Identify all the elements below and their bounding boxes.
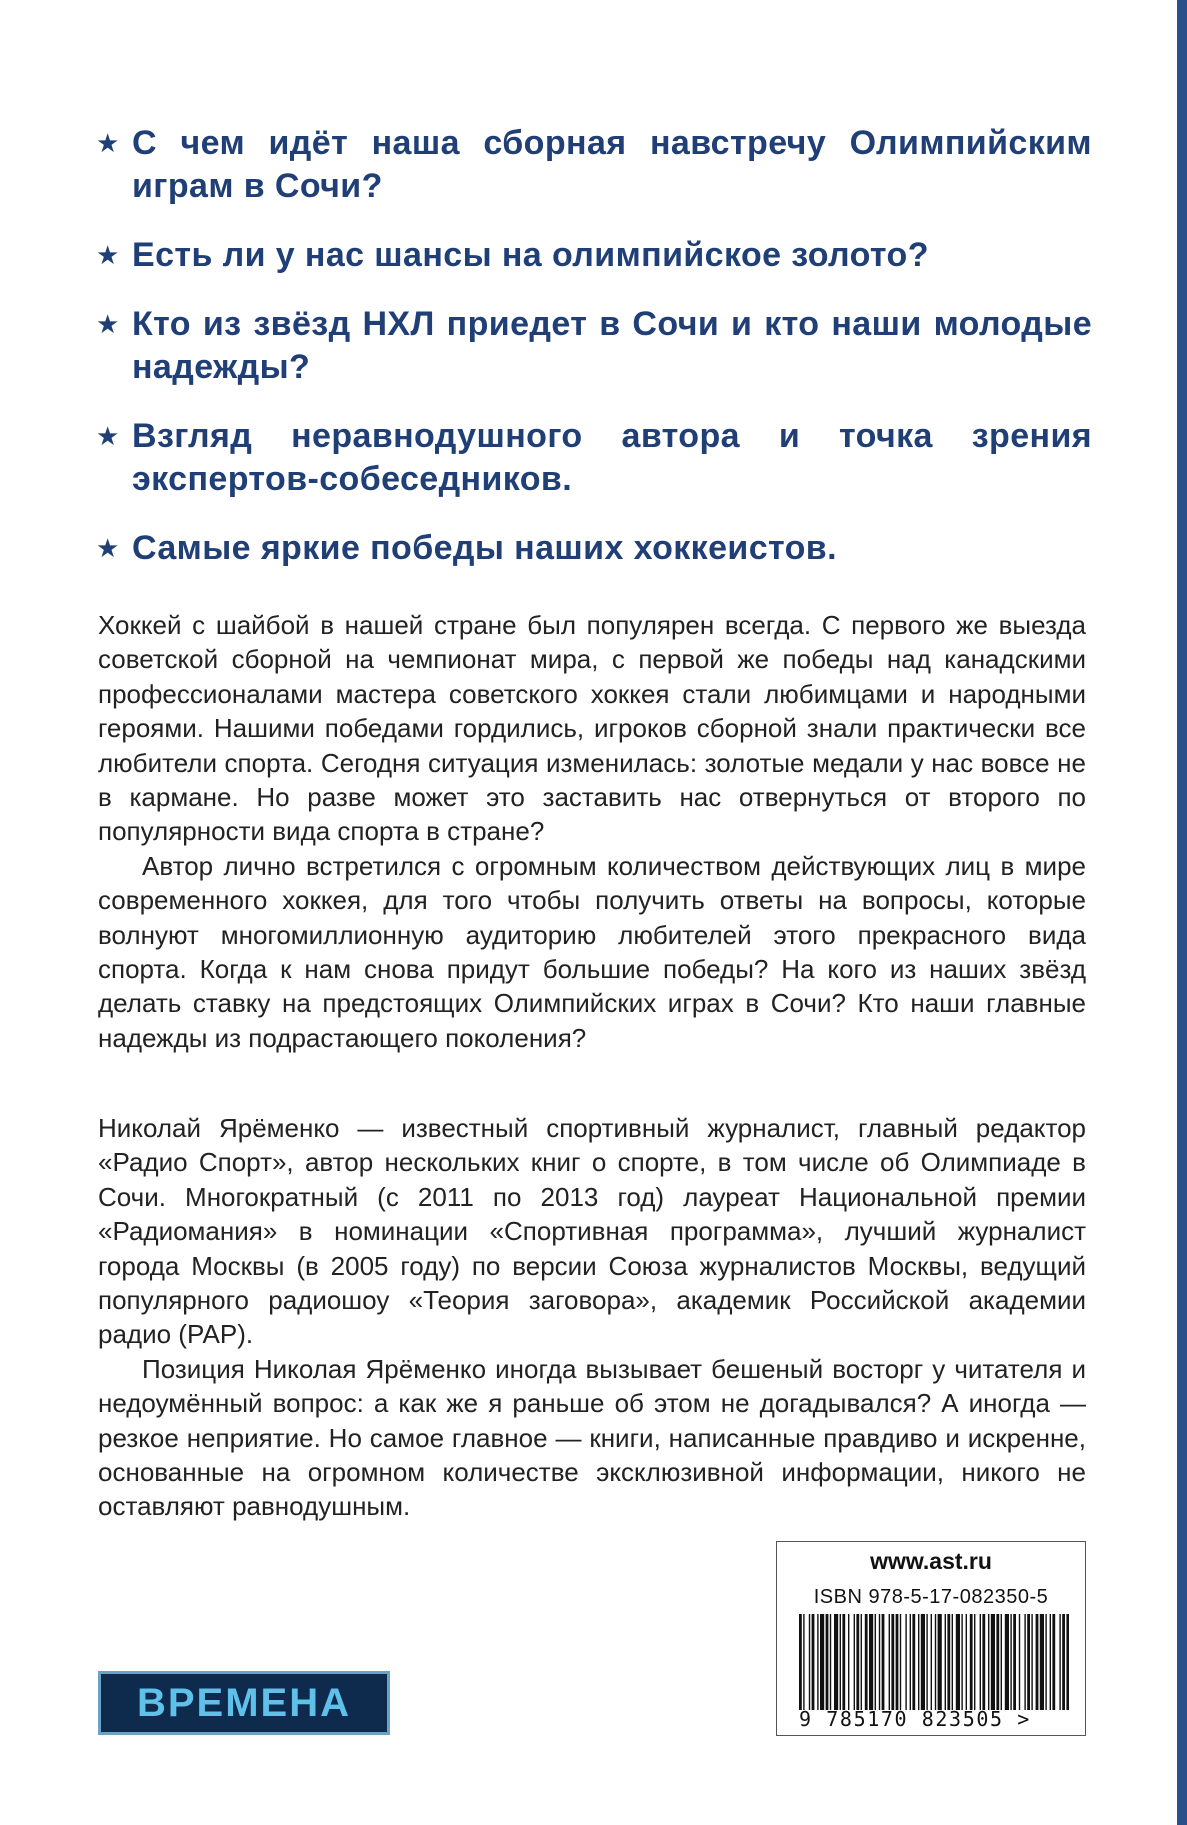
barcode-bar — [1036, 1614, 1039, 1710]
barcode-bar — [926, 1614, 927, 1710]
barcode-bar — [861, 1614, 862, 1710]
publisher-website: www.ast.ru — [870, 1548, 992, 1574]
barcode-bar — [820, 1614, 824, 1710]
barcode-icon — [799, 1614, 1069, 1710]
barcode-bar — [879, 1614, 880, 1710]
barcode-bar — [910, 1614, 911, 1710]
barcode-bar — [834, 1614, 838, 1710]
barcode-bar — [1031, 1614, 1032, 1710]
bullet-item — [96, 234, 1092, 277]
barcode-digits: 9 785170 823505 > — [799, 1707, 1031, 1731]
barcode-bar — [856, 1614, 859, 1710]
bio-paragraph: Позиция Николая Ярёменко иногда вызывает бешеный восторг у читателя и недоумённый вопрос: а как же я раньше об этом не догадывался? А иногда — резкое неприятие. Но самое главное — книги, написанные правдиво и искренне, основанные на огромном количестве эксклюзивной информации, никого не оставляют равнодушным. — [98, 1353, 1086, 1522]
star-icon: ★ — [96, 128, 120, 158]
barcode-bar — [931, 1614, 932, 1710]
barcode-bar — [830, 1614, 831, 1710]
isbn-block — [776, 1541, 1086, 1736]
bullet-text: Самые яркие победы наших хоккеистов. — [132, 529, 837, 567]
bullet-item — [96, 527, 1092, 570]
barcode-bar — [803, 1614, 804, 1710]
barcode-bar — [974, 1614, 975, 1710]
barcode-bar — [938, 1614, 942, 1710]
barcode-bar — [1001, 1614, 1002, 1710]
barcode-bar — [1050, 1614, 1051, 1710]
barcode-bar — [1066, 1614, 1069, 1710]
barcode-bar — [1010, 1614, 1011, 1710]
bullet-text: С чем идёт наша сборная навстречу Олимпийским играм в Сочи? — [132, 124, 1092, 205]
barcode-bar — [875, 1614, 876, 1710]
barcode-bar — [918, 1614, 919, 1710]
barcode-bar — [970, 1614, 973, 1710]
barcode-bar — [952, 1614, 953, 1710]
barcode-bar — [1024, 1614, 1025, 1710]
barcode-bar — [956, 1614, 960, 1710]
barcode-bar — [991, 1614, 995, 1710]
barcode-bar — [799, 1614, 802, 1710]
barcode-bar — [1059, 1614, 1060, 1710]
barcode-bar — [1013, 1614, 1016, 1710]
bio-paragraph: Николай Ярёменко — известный спортивный журналист, главный редактор «Радио Спорт», автор нескольких книг о спорте, в том числе об Олимпиаде в Сочи. Многократный (с 2011 по 2013 год) лауреат Национальной премии «Радиомания» в номинации «Спортивная программа», лучший журналист города Москвы (в 2005 году) по версии Союза журналистов Москвы, ведущий популярного радиошоу «Теория заговора», академик Российской академии радио (РАР). — [98, 1113, 1086, 1350]
bullet-list — [96, 122, 1092, 570]
barcode-bar — [1040, 1614, 1044, 1710]
author-bio — [98, 1111, 1086, 1524]
barcode-bar — [1062, 1614, 1065, 1710]
barcode-bar — [996, 1614, 999, 1710]
barcode-bar — [817, 1614, 818, 1710]
description-paragraph: Хоккей с шайбой в нашей стране был популярен всегда. С первого же выезда советской сборной на чемпионат мира, с первой же победы над канадскими профессионалами мастера советского хоккея стали любимцами и народными героями. Нашими победами гордились, игроков сборной знали практически все любители спорта. Сегодня ситуация изменилась: золотые медали у нас вовсе не в кармане. Но разве может это заставить нас отвернуться от второго по популярности вида спорта в стране? — [98, 610, 1086, 847]
bullet-item — [96, 303, 1092, 389]
barcode-bar — [988, 1614, 989, 1710]
barcode-bar — [982, 1614, 985, 1710]
barcode-bar — [900, 1614, 901, 1710]
barcode-bar — [882, 1614, 885, 1710]
barcode-bar — [826, 1614, 829, 1710]
spine-stripe — [1177, 0, 1187, 1825]
barcode-bar — [848, 1614, 849, 1710]
barcode-bar — [854, 1614, 855, 1710]
barcode-bar — [921, 1614, 925, 1710]
barcode-bar — [905, 1614, 906, 1710]
barcode-bar — [966, 1614, 967, 1710]
bullet-item — [96, 415, 1092, 501]
barcode-bar — [812, 1614, 815, 1710]
description-paragraph: Автор лично встретился с огромным количеством действующих лиц в мире современного хоккея, для того чтобы получить ответы на вопросы, которые волнуют многомиллионную аудиторию любителей этого прекрасного вида спорта. Когда к нам снова придут большие победы? На кого из наших звёзд делать ставку на предстоящих Олимпийских играх в Сочи? Кто наши главные надежды из подрастающего поколения? — [98, 850, 1086, 1053]
barcode-bar — [1027, 1614, 1030, 1710]
barcode-bar — [912, 1614, 915, 1710]
barcode-bar — [891, 1614, 894, 1710]
barcode-bar — [1005, 1614, 1009, 1710]
bullet-text: Есть ли у нас шансы на олимпийское золото? — [132, 236, 929, 274]
bullet-item — [96, 122, 1092, 208]
star-icon: ★ — [96, 240, 120, 270]
series-logo — [98, 1671, 390, 1735]
book-description — [98, 608, 1086, 1055]
barcode-bar — [809, 1614, 810, 1710]
barcode-bar — [980, 1614, 981, 1710]
barcode-bar — [840, 1614, 841, 1710]
barcode-bar — [947, 1614, 950, 1710]
barcode-bar — [1052, 1614, 1055, 1710]
barcode-bar — [1019, 1614, 1020, 1710]
barcode-bar — [945, 1614, 946, 1710]
barcode-bar — [889, 1614, 890, 1710]
bullet-text: Взгляд неравнодушного автора и точка зрения экспертов-собеседников. — [132, 417, 1092, 498]
star-icon: ★ — [96, 309, 120, 339]
isbn-number: ISBN 978-5-17-082350-5 — [813, 1586, 1049, 1608]
star-icon: ★ — [96, 421, 120, 451]
barcode-bar — [1045, 1614, 1046, 1710]
barcode-bar — [896, 1614, 899, 1710]
barcode-bar — [961, 1614, 962, 1710]
barcode-bar — [869, 1614, 873, 1710]
star-icon: ★ — [96, 533, 120, 563]
bullet-text: Кто из звёзд НХЛ приедет в Сочи и кто наши молодые надежды? — [132, 305, 1092, 386]
barcode-bar — [842, 1614, 845, 1710]
barcode-bar — [865, 1614, 868, 1710]
series-logo-text: ВРЕМЕНА — [136, 1680, 352, 1725]
barcode-bar — [935, 1614, 936, 1710]
